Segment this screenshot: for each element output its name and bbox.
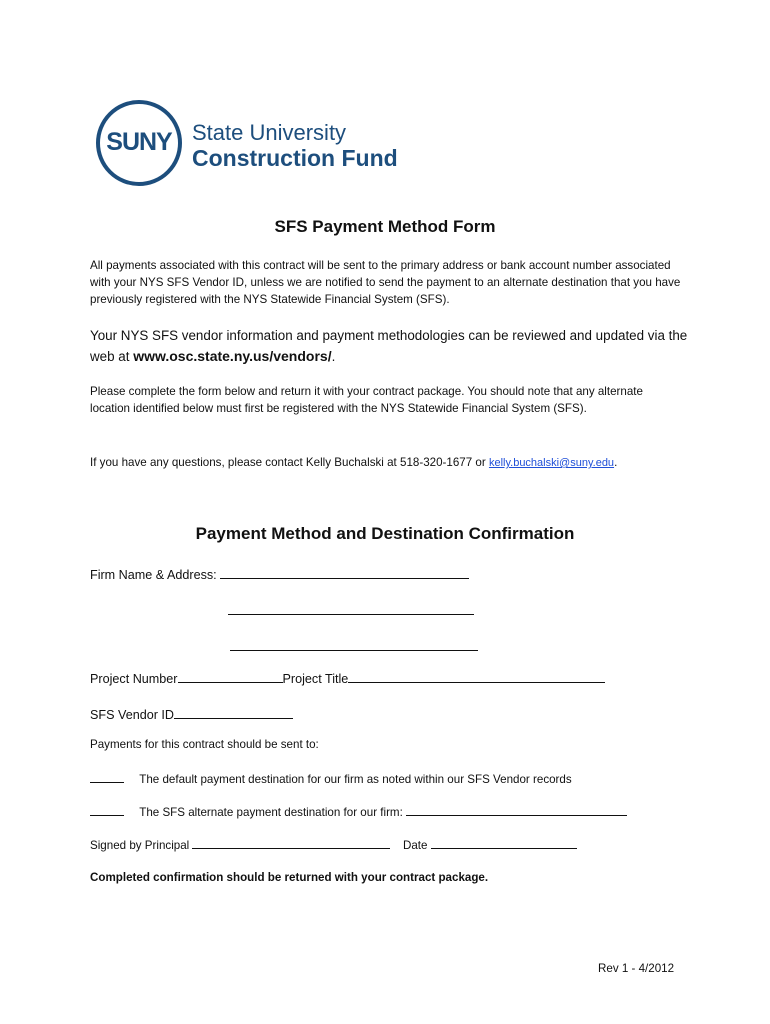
vendor-id-row: [90, 705, 293, 722]
project-title-input[interactable]: [348, 669, 605, 683]
form-title: SFS Payment Method Form: [274, 217, 496, 236]
contact-paragraph: [90, 454, 685, 472]
firm-name-row: [90, 565, 469, 582]
signature-row: [90, 837, 577, 852]
suny-logo: [96, 100, 406, 192]
logo-mark: SUNY: [106, 128, 172, 156]
logo-line-1: State University: [192, 120, 347, 145]
vendor-info-paragraph: [90, 326, 690, 367]
alternate-destination-input[interactable]: [406, 804, 627, 816]
vendor-id-input[interactable]: [174, 705, 293, 719]
signature-input[interactable]: [192, 837, 390, 849]
option-alternate-checkbox[interactable]: [90, 804, 124, 816]
project-number-label: Project Number: [90, 672, 178, 686]
payments-sent-label: Payments for this contract should be sent to:: [90, 738, 319, 751]
project-title-label: Project Title: [282, 672, 349, 686]
contact-text: If you have any questions, please contact Kelly Buchalski at 518-320-1677 or: [90, 456, 489, 469]
instructions-paragraph: Please complete the form below and return it with your contract package. You should note that any alternate location identified below must first be registered with the NYS Statewide Financial System (SFS).: [90, 385, 643, 415]
closing-note: Completed confirmation should be returned with your contract package.: [90, 871, 489, 884]
project-row: [90, 669, 605, 686]
vendor-info-end: .: [331, 349, 336, 364]
vendor-url-link[interactable]: www.osc.state.ny.us/vendors/: [133, 348, 332, 364]
vendor-id-label: SFS Vendor ID: [90, 708, 174, 722]
option-alternate-label: The SFS alternate payment destination for our firm:: [139, 806, 407, 819]
date-input[interactable]: [431, 837, 577, 849]
firm-name-label: Firm Name & Address:: [90, 568, 221, 582]
firm-address-line-2[interactable]: [230, 637, 478, 651]
contact-email-link[interactable]: kelly.buchalski@suny.edu: [488, 457, 615, 469]
project-number-input[interactable]: [178, 669, 283, 683]
option-default-label: The default payment destination for our firm as noted within our SFS Vendor records: [139, 773, 572, 786]
signed-label: Signed by Principal: [90, 839, 193, 852]
option-alternate-row: [90, 804, 627, 819]
intro-paragraph: All payments associated with this contract will be sent to the primary address or bank account number associated with your NYS SFS Vendor ID, unless we are notified to send the payment to an alternate destination that you have previously registered with the NYS Statewide Financial System (SFS).: [90, 259, 681, 306]
section-title: Payment Method and Destination Confirmation: [195, 524, 575, 543]
revision-label: Rev 1 - 4/2012: [598, 962, 675, 975]
firm-address-line-1[interactable]: [228, 601, 474, 615]
option-default-checkbox[interactable]: [90, 771, 124, 783]
vendor-info-text: Your NYS SFS vendor information and payment methodologies can be reviewed and updated via the web at: [90, 328, 688, 364]
contact-end: .: [614, 456, 618, 469]
option-default-row: [90, 771, 572, 786]
firm-name-input[interactable]: [220, 565, 469, 579]
logo-line-2: Construction Fund: [192, 145, 398, 171]
date-label: Date: [402, 839, 431, 852]
